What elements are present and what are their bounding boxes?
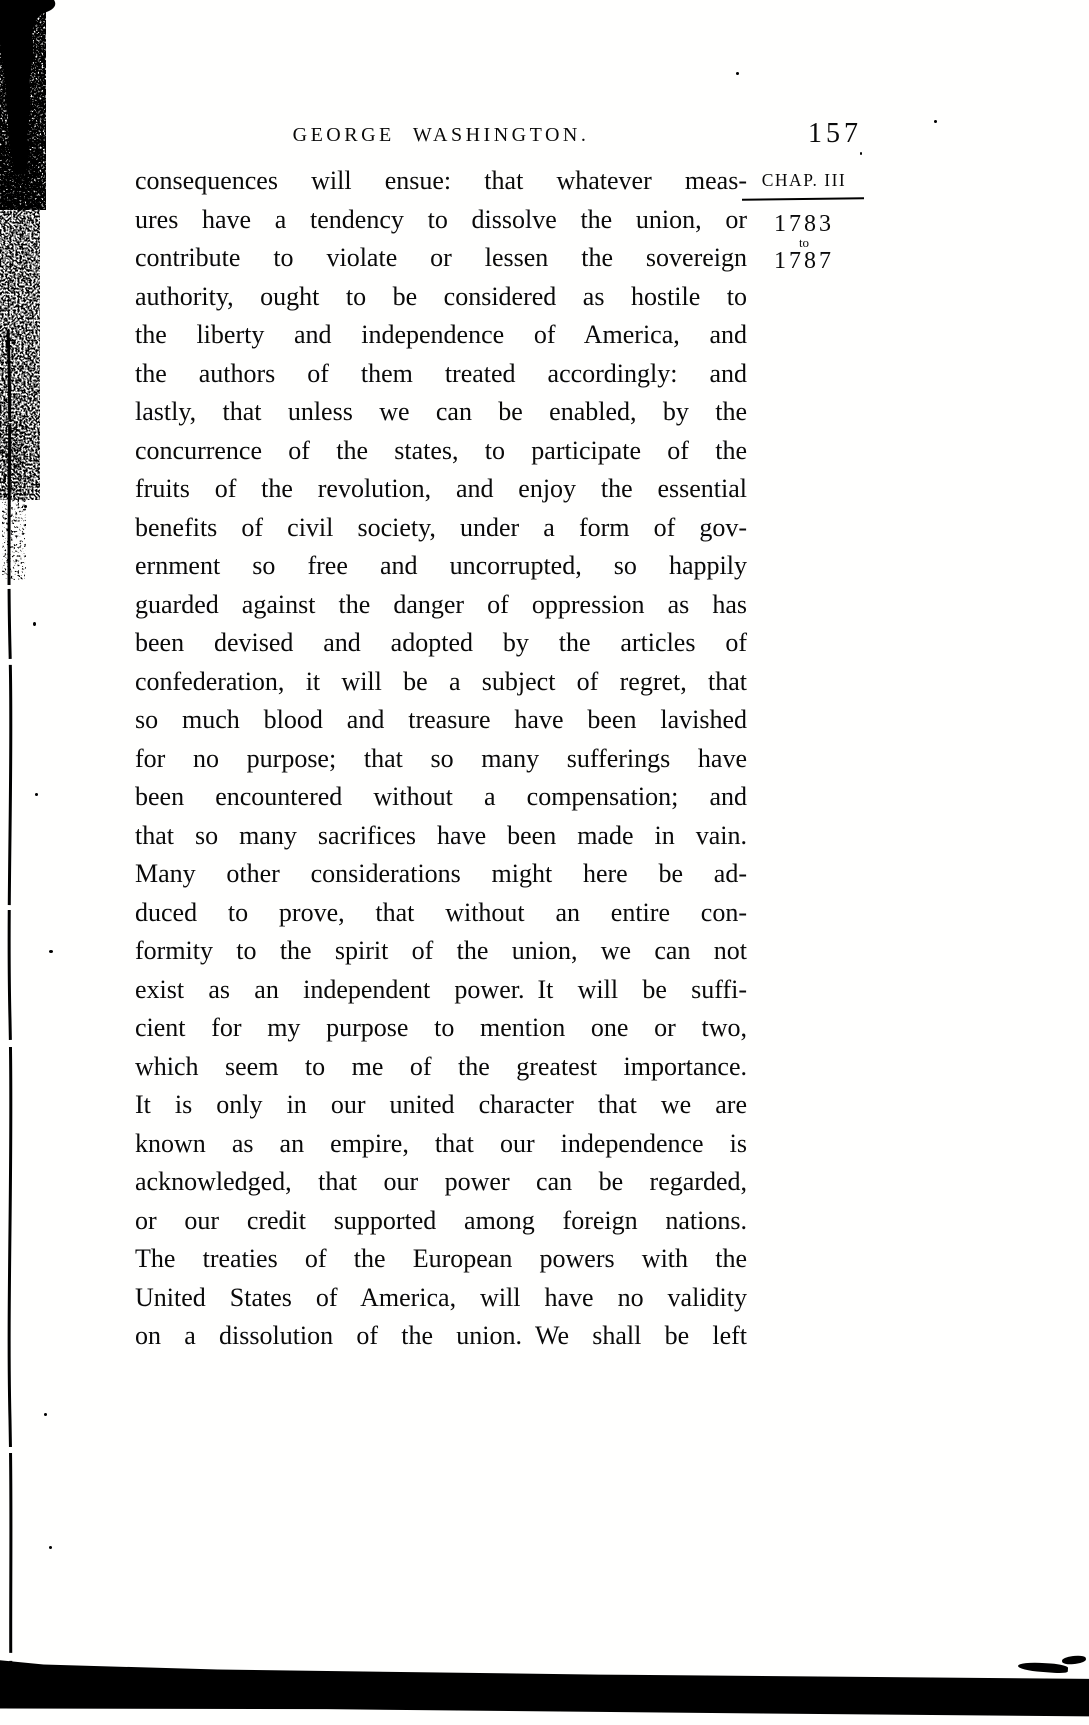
- text-line: Many other considerations might here be ad-: [135, 859, 747, 888]
- text-line: lastly, that unless we can be enabled, by the: [135, 397, 747, 426]
- scan-edge-jag: [1018, 1661, 1069, 1673]
- text-line: been encountered without a compensation; and: [135, 782, 747, 811]
- ink-speck: [24, 505, 27, 508]
- text-line: guarded against the danger of oppression as has: [135, 589, 747, 619]
- text-line: cient for my purpose to mention one or two,: [135, 1013, 747, 1042]
- chapter-label: CHAP. III: [761, 170, 847, 190]
- text-line: contribute to violate or lessen the sovereign: [135, 243, 747, 272]
- text-line: known as an empire, that our independence is: [135, 1128, 747, 1158]
- text-line: formity to the spirit of the union, we can not: [135, 936, 747, 965]
- text-line: so much blood and treasure have been lavished: [135, 705, 747, 734]
- year-start: 1783: [774, 211, 834, 237]
- text-line: the authors of them treated accordingly: and: [135, 358, 747, 388]
- text-line: which seem to me of the greatest importance.: [135, 1051, 747, 1081]
- text-line: that so many sacrifices have been made in vain.: [135, 820, 747, 850]
- text-line: been devised and adopted by the articles of: [135, 628, 747, 657]
- text-line: consequences will ensue: that whatever meas-: [135, 166, 747, 195]
- text-line: duced to prove, that without an entire con-: [135, 897, 747, 927]
- year-connector: to: [798, 235, 810, 250]
- text-line: authority, ought to be considered as hostile to: [135, 281, 747, 311]
- text-line: ures have a tendency to dissolve the union, or: [135, 204, 747, 234]
- text-line: on a dissolution of the union. We shall be left: [135, 1321, 747, 1350]
- text-line: or our credit supported among foreign nations.: [135, 1205, 747, 1235]
- ink-speck: [736, 72, 739, 75]
- text-line: United States of America, will have no validity: [135, 1282, 747, 1312]
- text-line: The treaties of the European powers with the: [135, 1244, 747, 1273]
- text-line: ernment so free and uncorrupted, so happily: [135, 551, 747, 580]
- text-line: fruits of the revolution, and enjoy the essential: [135, 474, 747, 503]
- ink-speck: [33, 622, 36, 626]
- page-number: 157: [808, 118, 862, 149]
- body-text: [135, 162, 747, 1356]
- scan-bottom-edge: [0, 1653, 1089, 1725]
- margin-notes: [742, 170, 866, 274]
- ink-speck: [49, 950, 53, 953]
- text-line: concurrence of the states, to participate of the: [135, 435, 747, 465]
- text-line: acknowledged, that our power can be regarded,: [135, 1167, 747, 1196]
- text-line: confederation, it will be a subject of regret, that: [135, 666, 747, 696]
- text-line: It is only in our united character that we are: [135, 1090, 747, 1119]
- text-line: benefits of civil society, under a form of gov-: [135, 512, 747, 542]
- margin-rule: [742, 197, 864, 200]
- scan-edge-jag: [1062, 1655, 1087, 1665]
- ink-speck: [934, 120, 937, 123]
- year-end: 1787: [774, 248, 834, 274]
- text-line: exist as an independent power. It will be suffi-: [135, 974, 747, 1004]
- ink-speck: [44, 1413, 47, 1416]
- ink-speck: [49, 1546, 52, 1549]
- text-line: the liberty and independence of America, and: [135, 320, 747, 349]
- scan-gutter-noise: [0, 0, 70, 1725]
- running-header: GEORGE WASHINGTON.: [292, 124, 590, 146]
- text-line: for no purpose; that so many sufferings have: [135, 743, 747, 773]
- ink-speck: [860, 152, 862, 155]
- ink-speck: [35, 793, 38, 796]
